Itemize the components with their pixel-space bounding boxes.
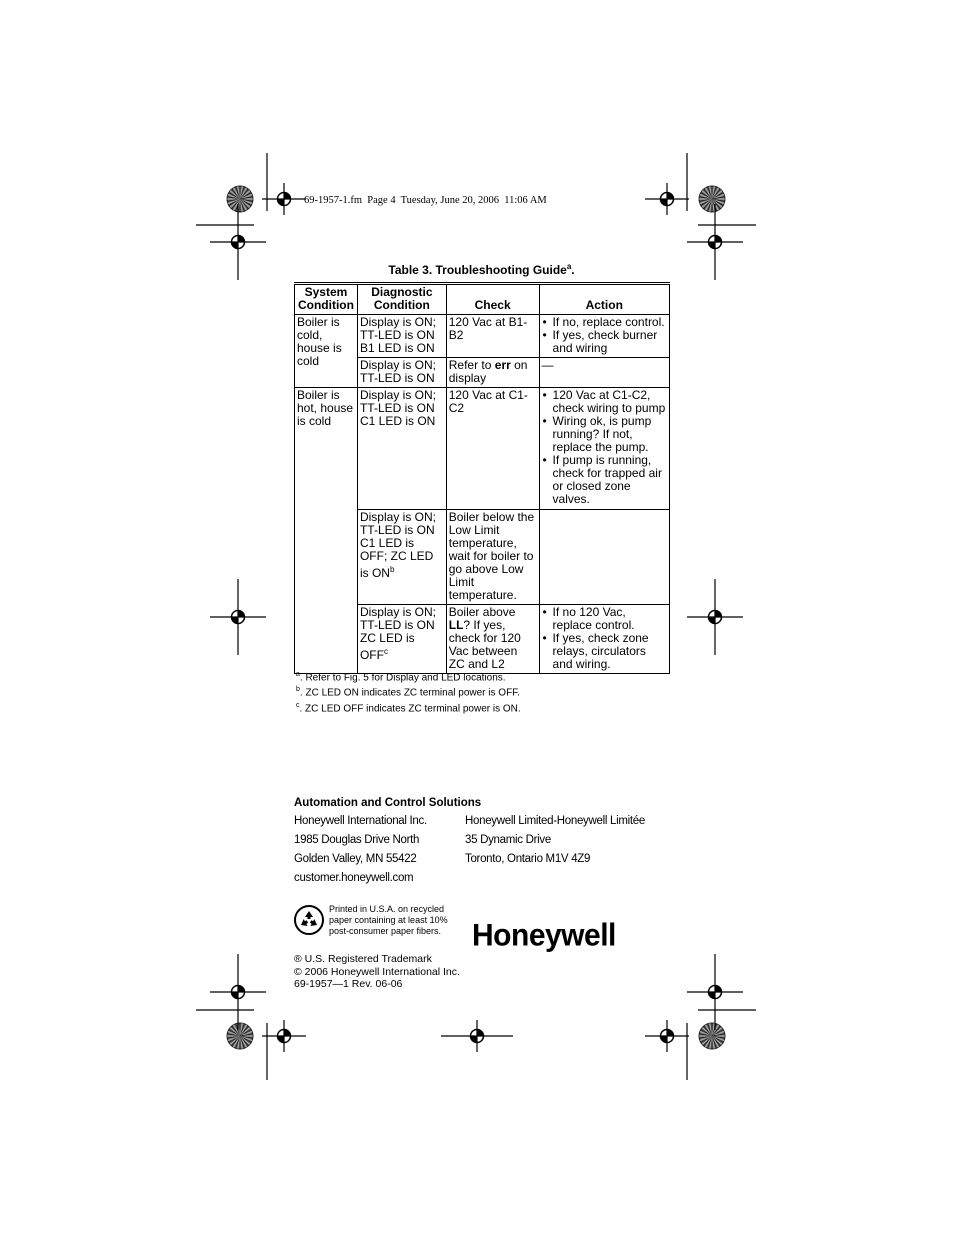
registration-mark-icon — [210, 204, 266, 280]
footnote: $^c$. ZC LED OFF indicates ZC terminal power is ON. — [296, 702, 521, 715]
header-check: Check — [446, 284, 539, 315]
honeywell-logo: Honeywell — [472, 918, 616, 953]
registration-mark-icon — [262, 183, 306, 215]
registration-mark-icon — [441, 1020, 513, 1052]
system-condition-cell: Boiler is cold, house is cold — [295, 315, 358, 388]
action-cell — [539, 605, 669, 674]
troubleshooting-table — [294, 282, 670, 674]
registration-mark-icon — [687, 954, 743, 1030]
footnote: $^a$. Refer to Fig. 5 for Display and LED locations. — [296, 671, 506, 684]
action-bullet: • If yes, check zone relays, circulators and wiring. — [542, 632, 667, 671]
form-number: 69-1957—1 Rev. 06-06 — [294, 978, 403, 990]
recycle-note: Printed in U.S.A. on recycled paper containing at least 10% post-consumer paper fibers. — [329, 904, 448, 936]
starburst-target-icon — [227, 1023, 253, 1049]
website-link[interactable]: customer.honeywell.com — [294, 872, 414, 884]
trademark-note: ® U.S. Registered Trademark — [294, 953, 432, 965]
us-address-line: 1985 Douglas Drive North — [294, 834, 420, 846]
table-row — [295, 388, 670, 510]
registration-mark-icon — [687, 204, 743, 280]
canada-address-line: Toronto, Ontario M1V 4Z9 — [465, 853, 591, 865]
registration-mark-icon — [210, 579, 266, 655]
footnote: $^b$. ZC LED ON indicates ZC terminal power is OFF. — [296, 686, 520, 699]
header-action: Action — [539, 284, 669, 315]
registration-mark-icon — [687, 579, 743, 655]
diagnostic-cell: Display is ON; TT-LED is ON C1 LED is ON — [357, 388, 446, 510]
table-row — [295, 315, 670, 358]
registration-mark-icon — [262, 1020, 306, 1052]
table-header-row — [295, 284, 670, 315]
header-diagnostic-condition: Diagnostic Condition — [357, 284, 446, 315]
canada-address-line: Honeywell Limited-Honeywell Limitée — [465, 815, 645, 827]
action-cell — [539, 315, 669, 358]
diagnostic-cell: Display is ON; TT-LED is ON ZC LED is OFF$^c$ — [357, 605, 446, 674]
copyright-note: © 2006 Honeywell International Inc. — [294, 966, 460, 978]
division-heading: Automation and Control Solutions — [294, 797, 482, 809]
starburst-target-icon — [699, 1023, 725, 1049]
us-address-line: Honeywell International Inc. — [294, 815, 427, 827]
action-bullet: • 120 Vac at C1-C2, check wiring to pump — [542, 389, 667, 415]
action-bullet: • If pump is running, check for trapped air or closed zone valves. — [542, 454, 667, 506]
system-condition-cell: Boiler is hot, house is cold — [295, 388, 358, 674]
check-cell: Boiler below the Low Limit temperature, wait for boiler to go above Low Limit temperature. — [446, 510, 539, 605]
check-cell: 120 Vac at B1-B2 — [446, 315, 539, 358]
diagnostic-cell: Display is ON; TT-LED is ON — [357, 358, 446, 388]
registration-mark-icon — [645, 1020, 689, 1052]
check-cell: Boiler above LL? If yes, check for 120 Vac between ZC and L2 — [446, 605, 539, 674]
action-bullet: • If no 120 Vac, replace control. — [542, 606, 667, 632]
action-cell — [539, 510, 669, 605]
action-cell — [539, 388, 669, 510]
diagnostic-cell: Display is ON; TT-LED is ON C1 LED is OFF; ZC LED is $ON^b$ — [357, 510, 446, 605]
table-caption: Table 3. Troubleshooting Guide$^a$. — [388, 262, 575, 277]
action-bullet: • If yes, check burner and wiring — [542, 329, 667, 355]
canada-address-line: 35 Dynamic Drive — [465, 834, 551, 846]
registration-mark-icon — [210, 954, 266, 1030]
action-bullet: • Wiring ok, is pump running? If not, replace the pump. — [542, 415, 667, 454]
header-system-condition: System Condition — [295, 284, 358, 315]
diagnostic-cell: Display is ON; TT-LED is ON B1 LED is ON — [357, 315, 446, 358]
slug-line: 69-1957-1.fm Page 4 Tuesday, June 20, 2006 11:06 AM — [304, 195, 547, 206]
recycle-icon — [294, 905, 324, 935]
check-cell: Refer to err on display — [446, 358, 539, 388]
starburst-target-icon — [699, 186, 725, 212]
check-cell: 120 Vac at C1-C2 — [446, 388, 539, 510]
us-address-line: Golden Valley, MN 55422 — [294, 853, 417, 865]
action-cell: — — [539, 358, 669, 388]
action-bullet: • If no, replace control. — [542, 316, 667, 329]
registration-mark-icon — [645, 183, 689, 215]
starburst-target-icon — [227, 186, 253, 212]
